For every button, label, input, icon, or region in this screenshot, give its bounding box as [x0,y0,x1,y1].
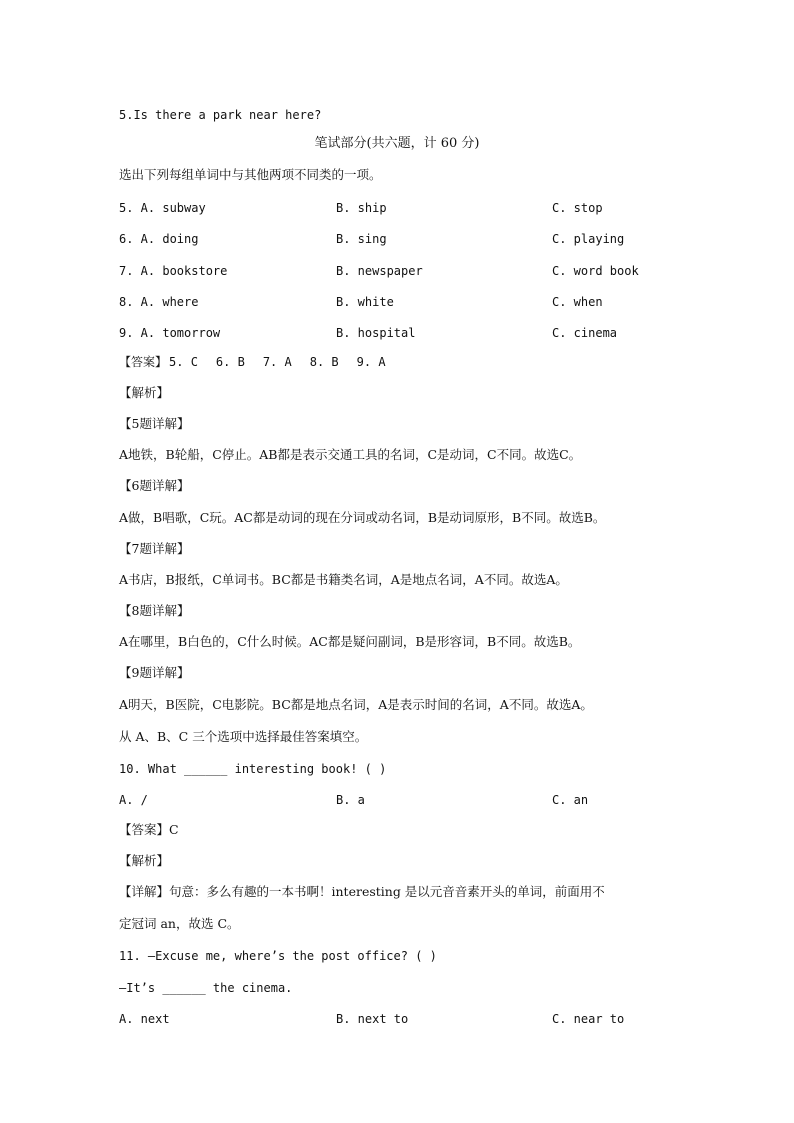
answer-item: 7. A [262,355,292,369]
instruction-fill-in: 从 A、B、C 三个选项中选择最佳答案填空。 [119,729,368,744]
question-row [119,325,679,341]
question-row [119,294,679,310]
option-c: C. an [552,793,589,807]
question-row [119,231,679,247]
detail-heading: 【6题详解】 [119,478,190,493]
question-10-stem: 10. What ______ interesting book! ( ) [119,762,387,776]
question-row [119,200,679,216]
option-c: C. when [552,295,603,309]
detail-text: A地铁，B轮船，C停止。AB都是表示交通工具的名词，C是动词，C不同。故选C。 [119,447,582,462]
option-b: B. sing [336,232,387,246]
option-b: B. next to [336,1012,409,1026]
detail-text: A书店，B报纸，C单词书。BC都是书籍类名词，A是地点名词，A不同。故选A。 [119,572,568,587]
question-10-detail-cont: 定冠词 an，故选 C。 [119,916,240,931]
question-11-options [119,1011,679,1027]
question-10-detail: 【详解】句意：多么有趣的一本书啊！interesting 是以元音音素开头的单词，前面用不 [119,884,605,899]
question-10-answer: 【答案】C [119,822,179,837]
detail-heading: 【5题详解】 [119,416,190,431]
option-c: C. stop [552,201,603,215]
question-11-line2: —It’s ______ the cinema. [119,981,293,995]
question-10-options [119,792,679,808]
listening-question-5: 5.Is there a park near here? [119,108,322,122]
option-c: C. near to [552,1012,625,1026]
option-a: 6. A. doing [119,232,199,246]
option-c: C. playing [552,232,625,246]
option-a: 9. A. tomorrow [119,326,221,340]
detail-heading: 【9题详解】 [119,665,190,680]
answer-item: 5. C [169,355,198,369]
option-a: A. / [119,793,148,807]
answer-item: 8. B [309,355,339,369]
question-11-stem: 11. —Excuse me, where’s the post office? ( ) [119,949,437,963]
option-a: 5. A. subway [119,201,206,215]
option-b: B. a [336,793,365,807]
option-b: B. white [336,295,394,309]
option-a: A. next [119,1012,170,1026]
answer-item: 6. B [215,355,245,369]
option-a: 7. A. bookstore [119,264,228,278]
option-b: B. ship [336,201,387,215]
answer-tag: 【答案】 [119,355,168,369]
instruction-odd-one-out: 选出下列每组单词中与其他两项不同类的一项。 [119,167,382,182]
option-c: C. word book [552,264,639,278]
question-10-analysis-tag: 【解析】 [119,853,170,868]
question-row [119,263,679,279]
section-title: 笔试部分(共六题，计 60 分) [314,136,480,151]
option-b: B. newspaper [336,264,423,278]
option-a: 8. A. where [119,295,199,309]
answer-item: 9. A [356,355,386,369]
detail-heading: 【8题详解】 [119,603,190,618]
option-c: C. cinema [552,326,618,340]
answer-line [119,354,404,370]
option-b: B. hospital [336,326,416,340]
detail-heading: 【7题详解】 [119,541,190,556]
detail-text: A做，B唱歌，C玩。AC都是动词的现在分词或动名词，B是动词原形，B不同。故选B。 [119,510,606,525]
analysis-tag: 【解析】 [119,385,170,400]
detail-text: A明天，B医院，C电影院。BC都是地点名词，A是表示时间的名词，A不同。故选A。 [119,697,593,712]
detail-text: A在哪里，B白色的，C什么时候。AC都是疑问副词，B是形容词，B不同。故选B。 [119,634,581,649]
